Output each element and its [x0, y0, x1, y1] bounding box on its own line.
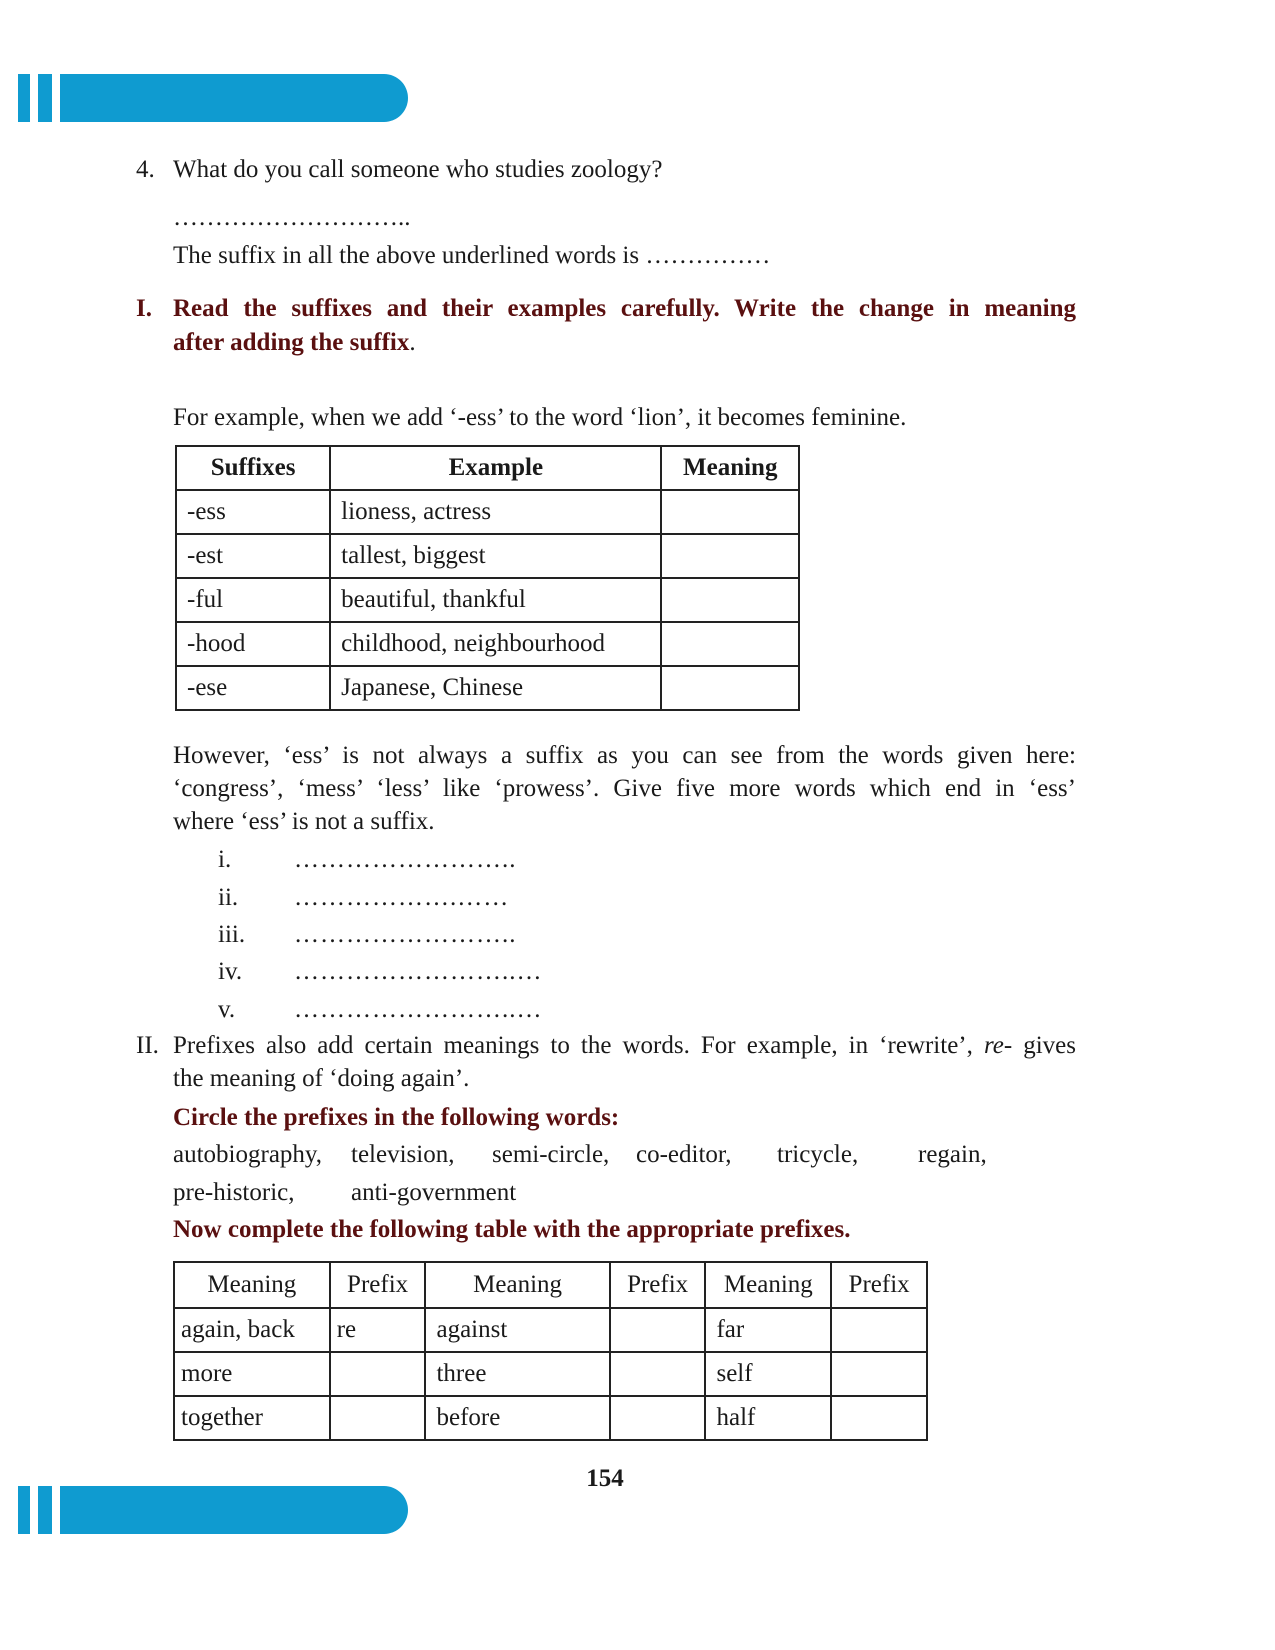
prefix-cell[interactable] [610, 1352, 706, 1396]
meaning-cell: three [425, 1352, 609, 1396]
meaning-cell[interactable] [661, 490, 799, 534]
header-bar [60, 74, 408, 122]
meaning-cell[interactable] [661, 578, 799, 622]
meaning-cell: far [705, 1308, 831, 1352]
blank-label: v. [218, 996, 236, 1023]
meaning-cell: against [425, 1308, 609, 1352]
column-header: Meaning [661, 446, 799, 490]
suffix-table [175, 445, 800, 711]
question-text: What do you call someone who studies zoology? [173, 156, 663, 183]
section-instruction-period: . [409, 329, 416, 356]
column-header: Meaning [705, 1262, 831, 1308]
header-stripe [38, 74, 52, 122]
prefix-cell[interactable] [330, 1352, 426, 1396]
prefix-intro-text: Prefixes also add certain meanings to the words. For example, in ‘rewrite’, [173, 1032, 984, 1059]
suffix-cell: -ese [176, 666, 330, 710]
section-instruction-line1: Read the suffixes and their examples carefully. Write the change in meaning [173, 295, 1076, 322]
table-row [176, 622, 799, 666]
answer-blank: ……………………….. [173, 204, 411, 231]
example-sentence: For example, when we add ‘-ess’ to the word ‘lion’, it becomes feminine. [173, 404, 907, 431]
section-number: II. [136, 1032, 159, 1059]
word: regain, [918, 1141, 987, 1168]
table-header-row [174, 1262, 927, 1308]
suffix-cell: -ess [176, 490, 330, 534]
circle-instruction: Circle the prefixes in the following words: [173, 1104, 620, 1131]
table-row [176, 578, 799, 622]
column-header: Example [330, 446, 661, 490]
meaning-cell[interactable] [661, 666, 799, 710]
meaning-cell[interactable] [661, 534, 799, 578]
word: co-editor, [636, 1141, 732, 1168]
example-cell: Japanese, Chinese [330, 666, 661, 710]
blank-dots: ……………….…… [294, 884, 510, 911]
column-header: Meaning [174, 1262, 330, 1308]
blank-dots: …………………….. [294, 921, 517, 948]
complete-instruction: Now complete the following table with the appropriate prefixes. [173, 1216, 851, 1243]
column-header: Prefix [610, 1262, 706, 1308]
section-instruction-line2: after adding the suffix [173, 329, 410, 356]
column-header: Prefix [330, 1262, 426, 1308]
blank-dots: ……………………..… [294, 958, 543, 985]
prefix-cell[interactable] [831, 1352, 927, 1396]
table-row [174, 1308, 927, 1352]
meaning-cell: together [174, 1396, 330, 1440]
prefix-cell[interactable] [831, 1308, 927, 1352]
table-header-row [176, 446, 799, 490]
meaning-cell: half [705, 1396, 831, 1440]
blank-label: iii. [218, 921, 246, 948]
prefix-cell[interactable] [610, 1396, 706, 1440]
table-row [174, 1352, 927, 1396]
blank-label: i. [218, 846, 232, 873]
column-header: Meaning [425, 1262, 609, 1308]
meaning-cell: self [705, 1352, 831, 1396]
prefix-cell[interactable]: re [330, 1308, 426, 1352]
prefix-intro-text: gives [1012, 1032, 1076, 1059]
suffix-cell: -ful [176, 578, 330, 622]
word: autobiography, [173, 1141, 323, 1168]
footer-stripe [38, 1486, 52, 1534]
word: anti-government [351, 1179, 517, 1206]
page-number: 154 [586, 1465, 624, 1492]
prefix-intro-line1 [173, 1032, 1076, 1060]
suffix-cell: -hood [176, 622, 330, 666]
prefix-cell[interactable] [610, 1308, 706, 1352]
word: tricycle, [777, 1141, 859, 1168]
prefix-cell[interactable] [831, 1396, 927, 1440]
blank-dots: …………………….. [294, 846, 517, 873]
prefix-table [173, 1261, 928, 1441]
table-row [176, 534, 799, 578]
example-cell: tallest, biggest [330, 534, 661, 578]
blank-label: ii. [218, 884, 239, 911]
column-header: Prefix [831, 1262, 927, 1308]
section-instruction-line2-wrap [173, 329, 416, 357]
word: pre-historic, [173, 1179, 295, 1206]
blank-dots: ……………………..… [294, 996, 543, 1023]
however-line1: However, ‘ess’ is not always a suffix as you can see from the words given here: [173, 742, 1076, 769]
example-cell: beautiful, thankful [330, 578, 661, 622]
section-number: I. [136, 295, 152, 322]
header-stripe [18, 74, 30, 122]
header-band [18, 74, 408, 122]
meaning-cell: again, back [174, 1308, 330, 1352]
example-cell: childhood, neighbourhood [330, 622, 661, 666]
meaning-cell: more [174, 1352, 330, 1396]
however-line2: ‘congress’, ‘mess’ ‘less’ like ‘prowess’. Give five more words which end in ‘ess’ [173, 775, 1076, 802]
footer-stripe [18, 1486, 30, 1534]
table-row [176, 490, 799, 534]
suffix-question-line: The suffix in all the above underlined words is …………… [173, 242, 771, 269]
prefix-intro-line2: the meaning of ‘doing again’. [173, 1065, 470, 1092]
blank-label: iv. [218, 958, 243, 985]
however-line3: where ‘ess’ is not a suffix. [173, 808, 435, 835]
word: television, [351, 1141, 455, 1168]
example-cell: lioness, actress [330, 490, 661, 534]
footer-band [18, 1486, 408, 1534]
prefix-intro-italic: re- [983, 1032, 1013, 1059]
word: semi-circle, [492, 1141, 610, 1168]
table-row [174, 1396, 927, 1440]
footer-bar [60, 1486, 408, 1534]
column-header: Suffixes [176, 446, 330, 490]
prefix-cell[interactable] [330, 1396, 426, 1440]
meaning-cell[interactable] [661, 622, 799, 666]
meaning-cell: before [425, 1396, 609, 1440]
question-number: 4. [136, 156, 155, 183]
table-row [176, 666, 799, 710]
suffix-cell: -est [176, 534, 330, 578]
